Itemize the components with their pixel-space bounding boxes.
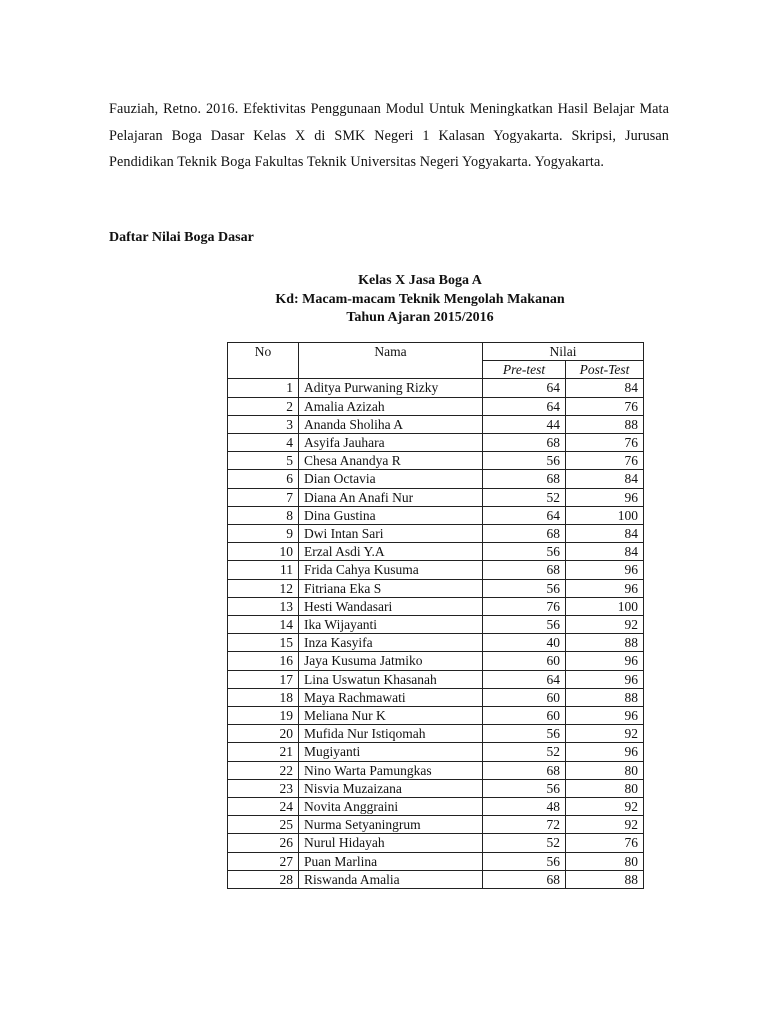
- row-no: 7: [228, 488, 299, 506]
- row-pre-test: 64: [483, 397, 566, 415]
- table-row: [228, 816, 644, 834]
- table-row: [228, 798, 644, 816]
- row-no: 14: [228, 616, 299, 634]
- table-row: [228, 543, 644, 561]
- caption-class: Kelas X Jasa Boga A: [358, 273, 482, 288]
- row-post-test: 84: [566, 543, 644, 561]
- row-no: 25: [228, 816, 299, 834]
- table-row: [228, 506, 644, 524]
- row-post-test: 96: [566, 707, 644, 725]
- table-row: [228, 779, 644, 797]
- row-name: Ananda Sholiha A: [299, 415, 483, 433]
- row-pre-test: 60: [483, 707, 566, 725]
- row-no: 23: [228, 779, 299, 797]
- row-name: Mugiyanti: [299, 743, 483, 761]
- row-name: Mufida Nur Istiqomah: [299, 725, 483, 743]
- row-name: Fitriana Eka S: [299, 579, 483, 597]
- row-pre-test: 60: [483, 688, 566, 706]
- row-pre-test: 64: [483, 379, 566, 397]
- row-pre-test: 68: [483, 470, 566, 488]
- row-pre-test: 60: [483, 652, 566, 670]
- row-post-test: 88: [566, 870, 644, 888]
- row-post-test: 84: [566, 379, 644, 397]
- row-no: 18: [228, 688, 299, 706]
- table-row: [228, 616, 644, 634]
- row-name: Nurul Hidayah: [299, 834, 483, 852]
- row-post-test: 88: [566, 415, 644, 433]
- row-name: Maya Rachmawati: [299, 688, 483, 706]
- row-post-test: 96: [566, 670, 644, 688]
- row-no: 6: [228, 470, 299, 488]
- row-no: 24: [228, 798, 299, 816]
- row-name: Frida Cahya Kusuma: [299, 561, 483, 579]
- table-row: [228, 652, 644, 670]
- row-post-test: 80: [566, 779, 644, 797]
- row-pre-test: 76: [483, 597, 566, 615]
- row-post-test: 100: [566, 597, 644, 615]
- row-name: Inza Kasyifa: [299, 634, 483, 652]
- row-post-test: 96: [566, 488, 644, 506]
- table-row: [228, 597, 644, 615]
- row-pre-test: 40: [483, 634, 566, 652]
- row-no: 5: [228, 452, 299, 470]
- row-post-test: 76: [566, 834, 644, 852]
- row-post-test: 96: [566, 579, 644, 597]
- row-no: 10: [228, 543, 299, 561]
- table-row: [228, 397, 644, 415]
- row-name: Dian Octavia: [299, 470, 483, 488]
- row-pre-test: 56: [483, 852, 566, 870]
- row-no: 15: [228, 634, 299, 652]
- row-name: Diana An Anafi Nur: [299, 488, 483, 506]
- row-pre-test: 64: [483, 506, 566, 524]
- row-pre-test: 52: [483, 834, 566, 852]
- row-no: 22: [228, 761, 299, 779]
- row-post-test: 88: [566, 634, 644, 652]
- row-pre-test: 56: [483, 579, 566, 597]
- row-name: Dwi Intan Sari: [299, 525, 483, 543]
- row-no: 8: [228, 506, 299, 524]
- table-row: [228, 743, 644, 761]
- header-no: No: [228, 343, 299, 379]
- row-pre-test: 68: [483, 561, 566, 579]
- row-pre-test: 44: [483, 415, 566, 433]
- row-post-test: 88: [566, 688, 644, 706]
- table-row: [228, 852, 644, 870]
- row-name: Meliana Nur K: [299, 707, 483, 725]
- row-name: Chesa Anandya R: [299, 452, 483, 470]
- row-no: 11: [228, 561, 299, 579]
- header-nama: Nama: [299, 343, 483, 379]
- row-name: Aditya Purwaning Rizky: [299, 379, 483, 397]
- row-post-test: 96: [566, 743, 644, 761]
- row-pre-test: 52: [483, 488, 566, 506]
- row-post-test: 76: [566, 434, 644, 452]
- row-post-test: 76: [566, 452, 644, 470]
- table-row: [228, 707, 644, 725]
- table-body: [228, 379, 644, 889]
- row-no: 12: [228, 579, 299, 597]
- row-name: Lina Uswatun Khasanah: [299, 670, 483, 688]
- table-row: [228, 561, 644, 579]
- row-pre-test: 56: [483, 779, 566, 797]
- table-row: [228, 379, 644, 397]
- table-row: [228, 415, 644, 433]
- row-post-test: 92: [566, 816, 644, 834]
- table-row: [228, 834, 644, 852]
- row-no: 4: [228, 434, 299, 452]
- row-post-test: 76: [566, 397, 644, 415]
- row-name: Dina Gustina: [299, 506, 483, 524]
- row-no: 2: [228, 397, 299, 415]
- row-name: Novita Anggraini: [299, 798, 483, 816]
- row-pre-test: 56: [483, 543, 566, 561]
- row-pre-test: 48: [483, 798, 566, 816]
- row-no: 27: [228, 852, 299, 870]
- row-pre-test: 72: [483, 816, 566, 834]
- row-no: 19: [228, 707, 299, 725]
- table-row: [228, 725, 644, 743]
- row-no: 16: [228, 652, 299, 670]
- row-post-test: 100: [566, 506, 644, 524]
- citation-paragraph: Fauziah, Retno. 2016. Efektivitas Penggunaan Modul Untuk Meningkatkan Hasil Belajar Mata Pelajaran Boga Dasar Kelas X di SMK Negeri 1 Kalasan Yogyakarta. Skripsi, Jurusan Pendidikan Teknik Boga Fakultas Teknik Universitas Negeri Yogyakarta. Yogyakarta.: [109, 101, 669, 170]
- table-row: [228, 525, 644, 543]
- row-name: Hesti Wandasari: [299, 597, 483, 615]
- row-pre-test: 52: [483, 743, 566, 761]
- row-post-test: 80: [566, 852, 644, 870]
- table-row: [228, 761, 644, 779]
- row-no: 1: [228, 379, 299, 397]
- table-row: [228, 434, 644, 452]
- row-no: 28: [228, 870, 299, 888]
- row-post-test: 80: [566, 761, 644, 779]
- header-nilai: Nilai: [483, 343, 644, 361]
- row-post-test: 92: [566, 616, 644, 634]
- row-post-test: 84: [566, 525, 644, 543]
- row-pre-test: 68: [483, 870, 566, 888]
- row-name: Jaya Kusuma Jatmiko: [299, 652, 483, 670]
- row-name: Nurma Setyaningrum: [299, 816, 483, 834]
- row-no: 3: [228, 415, 299, 433]
- row-pre-test: 56: [483, 452, 566, 470]
- row-post-test: 96: [566, 652, 644, 670]
- row-post-test: 96: [566, 561, 644, 579]
- header-pre-test: Pre-test: [483, 361, 566, 379]
- row-name: Puan Marlina: [299, 852, 483, 870]
- row-pre-test: 56: [483, 725, 566, 743]
- row-no: 17: [228, 670, 299, 688]
- row-no: 9: [228, 525, 299, 543]
- row-no: 20: [228, 725, 299, 743]
- row-pre-test: 64: [483, 670, 566, 688]
- caption-kd: Kd: Macam-macam Teknik Mengolah Makanan: [275, 291, 565, 307]
- header-post-test: Post-Test: [566, 361, 644, 379]
- table-row: [228, 870, 644, 888]
- row-name: Asyifa Jauhara: [299, 434, 483, 452]
- row-post-test: 84: [566, 470, 644, 488]
- table-row: [228, 470, 644, 488]
- row-post-test: 92: [566, 798, 644, 816]
- row-pre-test: 56: [483, 616, 566, 634]
- table-caption: [109, 272, 731, 328]
- row-name: Amalia Azizah: [299, 397, 483, 415]
- row-no: 26: [228, 834, 299, 852]
- section-title: Daftar Nilai Boga Dasar: [109, 230, 254, 245]
- row-pre-test: 68: [483, 434, 566, 452]
- grades-table: [227, 342, 644, 889]
- table-row: [228, 670, 644, 688]
- row-pre-test: 68: [483, 761, 566, 779]
- row-no: 13: [228, 597, 299, 615]
- row-pre-test: 68: [483, 525, 566, 543]
- row-post-test: 92: [566, 725, 644, 743]
- caption-year: Tahun Ajaran 2015/2016: [346, 310, 494, 325]
- row-no: 21: [228, 743, 299, 761]
- row-name: Riswanda Amalia: [299, 870, 483, 888]
- table-row: [228, 452, 644, 470]
- row-name: Erzal Asdi Y.A: [299, 543, 483, 561]
- table-row: [228, 634, 644, 652]
- table-row: [228, 488, 644, 506]
- row-name: Nino Warta Pamungkas: [299, 761, 483, 779]
- row-name: Ika Wijayanti: [299, 616, 483, 634]
- row-name: Nisvia Muzaizana: [299, 779, 483, 797]
- table-row: [228, 688, 644, 706]
- table-row: [228, 579, 644, 597]
